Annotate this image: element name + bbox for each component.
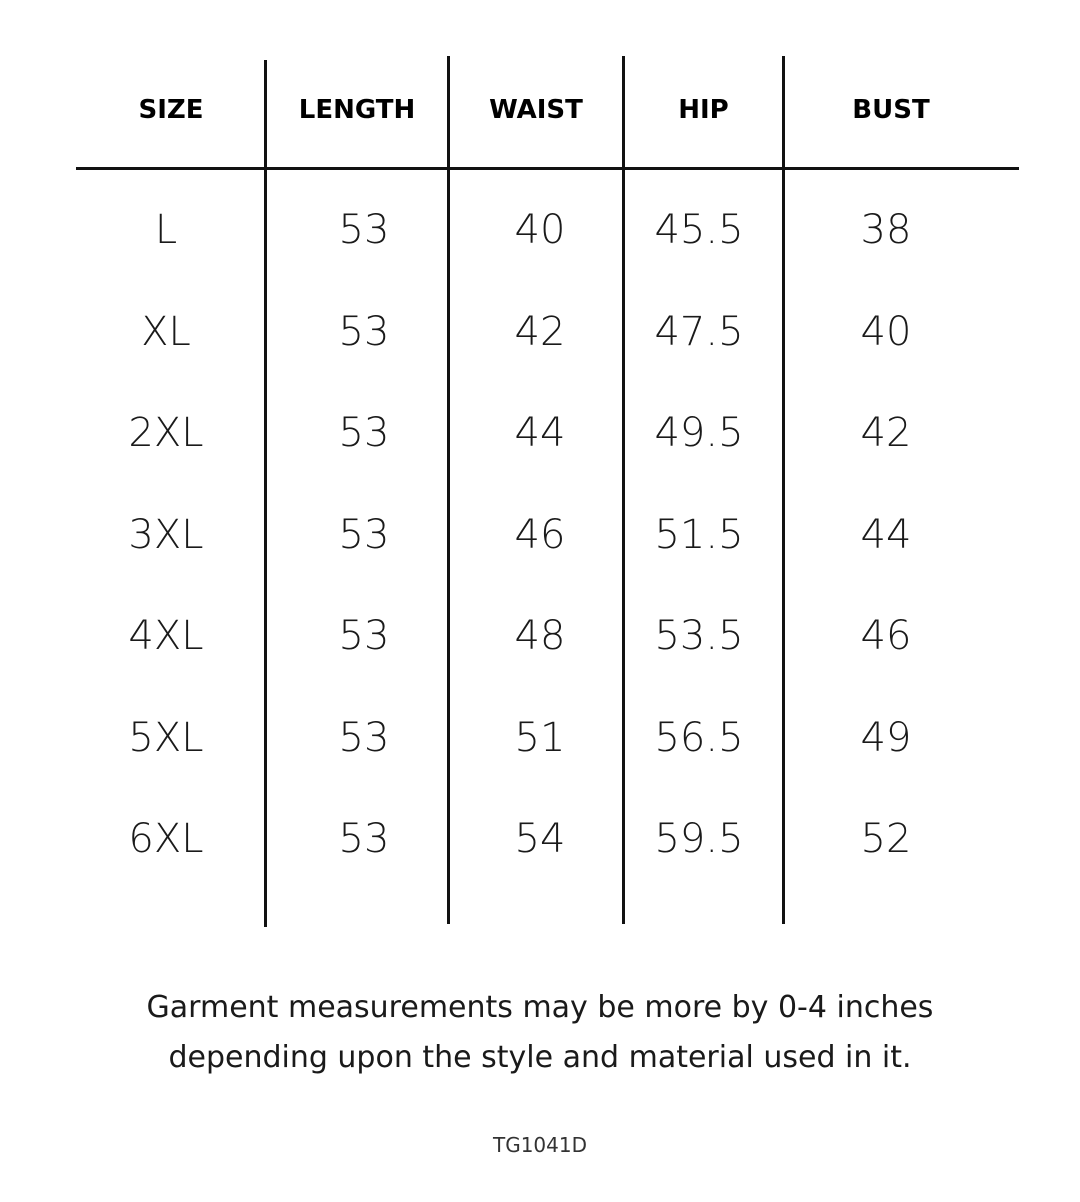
cell-hip: 53.5 [654, 613, 744, 659]
cell-length: 53 [338, 207, 390, 253]
cell-length: 53 [338, 816, 390, 862]
header-size: SIZE [138, 95, 204, 125]
cell-length: 53 [338, 309, 390, 355]
cell-waist: 54 [514, 816, 566, 862]
cell-bust: 49 [860, 715, 912, 761]
cell-size: XL [141, 309, 191, 355]
cell-size: L [154, 207, 178, 253]
cell-length: 53 [338, 613, 390, 659]
cell-hip: 59.5 [654, 816, 744, 862]
cell-bust: 42 [860, 410, 912, 456]
column-divider-1 [264, 60, 267, 927]
header-divider [76, 167, 1019, 170]
cell-waist: 42 [514, 309, 566, 355]
header-hip: HIP [678, 95, 729, 125]
cell-hip: 49.5 [654, 410, 744, 456]
cell-size: 2XL [128, 410, 204, 456]
cell-bust: 38 [860, 207, 912, 253]
cell-hip: 47.5 [654, 309, 744, 355]
header-bust: BUST [852, 95, 930, 125]
column-divider-3 [622, 56, 625, 924]
cell-length: 53 [338, 512, 390, 558]
cell-size: 6XL [128, 816, 204, 862]
cell-waist: 51 [514, 715, 566, 761]
header-length: LENGTH [298, 95, 416, 125]
cell-bust: 40 [860, 309, 912, 355]
cell-waist: 44 [514, 410, 566, 456]
cell-size: 4XL [128, 613, 204, 659]
cell-waist: 40 [514, 207, 566, 253]
cell-waist: 48 [514, 613, 566, 659]
measurement-note-line-1: Garment measurements may be more by 0-4 inches [146, 990, 934, 1025]
cell-length: 53 [338, 715, 390, 761]
cell-length: 53 [338, 410, 390, 456]
column-divider-2 [447, 56, 450, 924]
cell-size: 5XL [128, 715, 204, 761]
measurement-note-line-2: depending upon the style and material used in it. [168, 1040, 912, 1075]
product-code: TG1041D [492, 1133, 587, 1157]
cell-hip: 45.5 [654, 207, 744, 253]
cell-waist: 46 [514, 512, 566, 558]
cell-hip: 56.5 [654, 715, 744, 761]
column-divider-4 [782, 56, 785, 924]
cell-bust: 52 [860, 816, 912, 862]
cell-bust: 44 [860, 512, 912, 558]
header-waist: WAIST [489, 95, 583, 125]
cell-bust: 46 [860, 613, 912, 659]
cell-hip: 51.5 [654, 512, 744, 558]
cell-size: 3XL [128, 512, 204, 558]
